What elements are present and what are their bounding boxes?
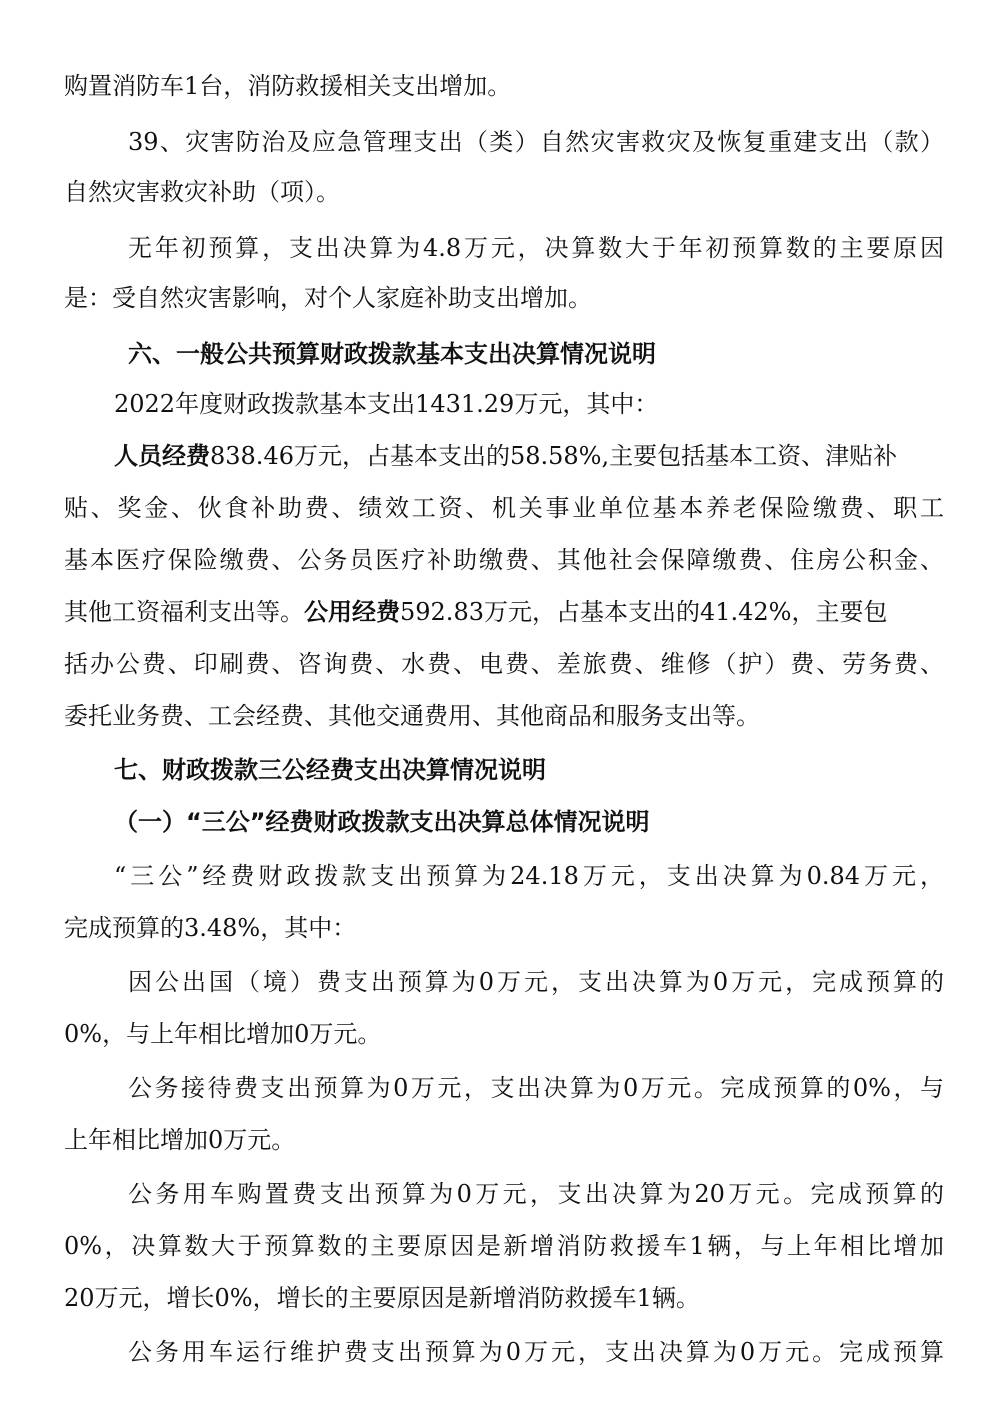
paragraph-line bbox=[114, 436, 944, 476]
paragraph-line: 39、灾害防治及应急管理支出（类）自然灾害救灾及恢复重建支出（款） bbox=[128, 128, 944, 156]
public-cost-text: 592.83万元，占基本支出的41.42%，主要包 bbox=[400, 598, 888, 626]
welfare-text: 其他工资福利支出等。 bbox=[64, 598, 304, 626]
paragraph-line: 委托业务费、工会经费、其他交通费用、其他商品和服务支出等。 bbox=[64, 702, 760, 730]
public-cost-label: 公用经费 bbox=[304, 598, 400, 626]
paragraph-line: 自然灾害救灾补助（项）。 bbox=[64, 178, 340, 206]
personnel-cost-text: 838.46万元，占基本支出的58.58%,主要包括基本工资、津贴补 bbox=[210, 442, 898, 470]
paragraph-line: 公务接待费支出预算为0万元，支出决算为0万元。完成预算的0%，与 bbox=[128, 1074, 944, 1102]
paragraph-line: 因公出国（境）费支出预算为0万元，支出决算为0万元，完成预算的 bbox=[128, 968, 944, 996]
paragraph-line bbox=[64, 592, 944, 632]
paragraph-line: 公务用车购置费支出预算为0万元，支出决算为20万元。完成预算的 bbox=[128, 1180, 944, 1208]
section-heading: 六、一般公共预算财政拨款基本支出决算情况说明 bbox=[128, 340, 656, 368]
paragraph-line: 0%，决算数大于预算数的主要原因是新增消防救援车1辆，与上年相比增加 bbox=[64, 1232, 944, 1260]
paragraph-line: 基本医疗保险缴费、公务员医疗补助缴费、其他社会保障缴费、住房公积金、 bbox=[64, 546, 944, 574]
paragraph-line: 0%，与上年相比增加0万元。 bbox=[64, 1020, 382, 1048]
paragraph-line: 上年相比增加0万元。 bbox=[64, 1126, 296, 1154]
paragraph-line: 完成预算的3.48%，其中： bbox=[64, 914, 357, 942]
paragraph-line: 无年初预算，支出决算为4.8万元，决算数大于年初预算数的主要原因 bbox=[128, 234, 944, 262]
section-heading: 七、财政拨款三公经费支出决算情况说明 bbox=[114, 756, 546, 784]
paragraph-line: 2022年度财政拨款基本支出1431.29万元，其中： bbox=[114, 390, 659, 418]
paragraph-line: 20万元，增长0%，增长的主要原因是新增消防救援车1辆。 bbox=[64, 1284, 700, 1312]
paragraph-line: 公务用车运行维护费支出预算为0万元，支出决算为0万元。完成预算 bbox=[128, 1338, 944, 1366]
paragraph-line: 括办公费、印刷费、咨询费、水费、电费、差旅费、维修（护）费、劳务费、 bbox=[64, 650, 944, 678]
subsection-heading: （一）“三公”经费财政拨款支出决算总体情况说明 bbox=[114, 808, 650, 836]
personnel-cost-label: 人员经费 bbox=[114, 442, 210, 470]
paragraph-line: 是：受自然灾害影响，对个人家庭补助支出增加。 bbox=[64, 284, 592, 312]
paragraph-line: 购置消防车1台，消防救援相关支出增加。 bbox=[64, 72, 512, 100]
paragraph-line: “三公”经费财政拨款支出预算为24.18万元，支出决算为0.84万元， bbox=[114, 862, 944, 890]
paragraph-line: 贴、奖金、伙食补助费、绩效工资、机关事业单位基本养老保险缴费、职工 bbox=[64, 494, 944, 522]
